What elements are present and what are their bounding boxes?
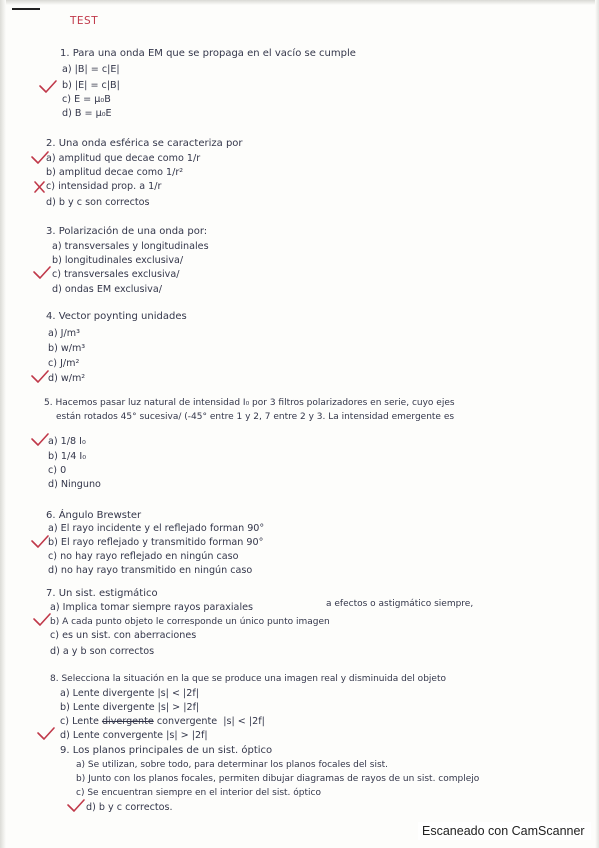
- page-edge-shadow-left: [0, 0, 6, 848]
- question-1-option-a: a) |B| = c|E|: [62, 64, 120, 75]
- question-3-option-a: a) transversales y longitudinales: [52, 241, 209, 252]
- question-8-option-b: b) Lente divergente |s| > |2f|: [60, 702, 200, 713]
- question-7-note-right: a efectos o astigmático siempre,: [326, 599, 474, 609]
- question-5-text: 5. Hacemos pasar luz natural de intensidad I₀ por 3 filtros polarizadores en serie, cuyo ejes: [44, 398, 455, 408]
- question-2-option-d: d) b y c son correctos: [46, 197, 150, 208]
- question-9-option-c: c) Se encuentran siempre en el interior del sist. óptico: [76, 788, 321, 798]
- answer-checkmark-q1: [38, 80, 58, 94]
- question-6-option-d: d) no hay rayo transmitido en ningún caso: [48, 565, 253, 576]
- question-3-option-b: b) longitudinales exclusiva/: [52, 255, 184, 266]
- question-7-option-d: d) a y b son correctos: [50, 646, 155, 657]
- question-3-text: 3. Polarización de una onda por:: [46, 226, 208, 237]
- question-7-option-b: b) A cada punto objeto le corresponde un único punto imagen: [50, 617, 330, 627]
- question-1-option-c: c) E = μ₀B: [62, 94, 111, 105]
- struck-word: divergente: [101, 716, 154, 727]
- question-4-option-d: d) w/m²: [48, 373, 86, 384]
- answer-checkmark-q5: [30, 433, 50, 447]
- question-7-text: 7. Un sist. estigmático: [46, 588, 158, 599]
- answer-checkmark-q6: [30, 535, 50, 549]
- question-5-option-b: b) 1/4 I₀: [48, 451, 87, 462]
- question-4-option-a: a) J/m³: [48, 328, 80, 339]
- question-7-option-a: a) Implica tomar siempre rayos paraxiales: [50, 602, 254, 613]
- question-3-option-c: c) transversales exclusiva/: [52, 269, 180, 280]
- answer-checkmark-q8: [36, 727, 56, 741]
- question-2-option-c: c) intensidad prop. a 1/r: [46, 181, 162, 192]
- question-9-text: 9. Los planos principales de un sist. óptico: [60, 745, 273, 756]
- question-1-option-d: d) B = μ₀E: [62, 108, 112, 119]
- question-5-option-c: c) 0: [48, 465, 67, 476]
- answer-checkmark-q3: [32, 266, 52, 280]
- question-4-option-b: b) w/m³: [48, 343, 86, 354]
- question-7-option-c: c) es un sist. con aberraciones: [50, 630, 197, 641]
- question-5-option-d: d) Ninguno: [48, 479, 101, 490]
- question-2-text: 2. Una onda esférica se caracteriza por: [46, 138, 243, 149]
- question-6-text: 6. Ángulo Brewster: [46, 510, 142, 521]
- question-9-option-d: d) b y c correctos.: [86, 802, 173, 813]
- question-6-option-a: a) El rayo incidente y el reflejado forman 90°: [48, 523, 265, 534]
- pen-dash-mark: [12, 8, 40, 10]
- answer-checkmark-q7: [32, 613, 52, 627]
- question-8-option-d: d) Lente convergente |s| > |2f|: [60, 730, 208, 741]
- answer-checkmark-q2: [30, 151, 50, 165]
- question-8-text: 8. Selecciona la situación en la que se produce una imagen real y disminuida del objeto: [50, 674, 446, 684]
- question-5-text-line-2: están rotados 45° sucesiva/ (-45° entre 1 y 2, 7 entre 2 y 3. La intensidad emergente es: [56, 412, 455, 422]
- question-6-option-c: c) no hay rayo reflejado en ningún caso: [48, 551, 239, 562]
- question-4-option-c: c) J/m²: [48, 358, 80, 369]
- question-5-option-a: a) 1/8 I₀: [48, 436, 86, 447]
- question-9-option-a: a) Se utilizan, sobre todo, para determinar los planos focales del sist.: [76, 760, 389, 770]
- answer-checkmark-q4: [30, 370, 50, 384]
- test-title: TEST: [70, 15, 99, 27]
- answer-checkmark-q9: [66, 799, 86, 813]
- question-8-option-c: c) Lente divergente convergente |s| < |2f|: [60, 716, 265, 727]
- question-2-option-a: a) amplitud que decae como 1/r: [46, 153, 201, 164]
- question-1-option-b: b) |E| = c|B|: [62, 80, 120, 91]
- camscanner-watermark: Escaneado con CamScanner: [418, 822, 591, 840]
- question-2-option-b: b) amplitud decae como 1/r²: [46, 167, 184, 178]
- question-4-text: 4. Vector poynting unidades: [46, 311, 187, 322]
- question-6-option-b: b) El rayo reflejado y transmitido forman 90°: [48, 537, 264, 548]
- question-8-option-a: a) Lente divergente |s| < |2f|: [60, 688, 199, 699]
- page-edge-shadow-top: [0, 0, 599, 5]
- page-edge-shadow-right: [595, 0, 599, 848]
- question-1-text: 1. Para una onda EM que se propaga en el vacío se cumple: [60, 48, 356, 59]
- question-9-option-b: b) Junto con los planos focales, permiten dibujar diagramas de rayos de un sist. complejo: [76, 774, 480, 784]
- question-3-option-d: d) ondas EM exclusiva/: [52, 284, 162, 295]
- answer-cross-mark-q2: [32, 180, 52, 194]
